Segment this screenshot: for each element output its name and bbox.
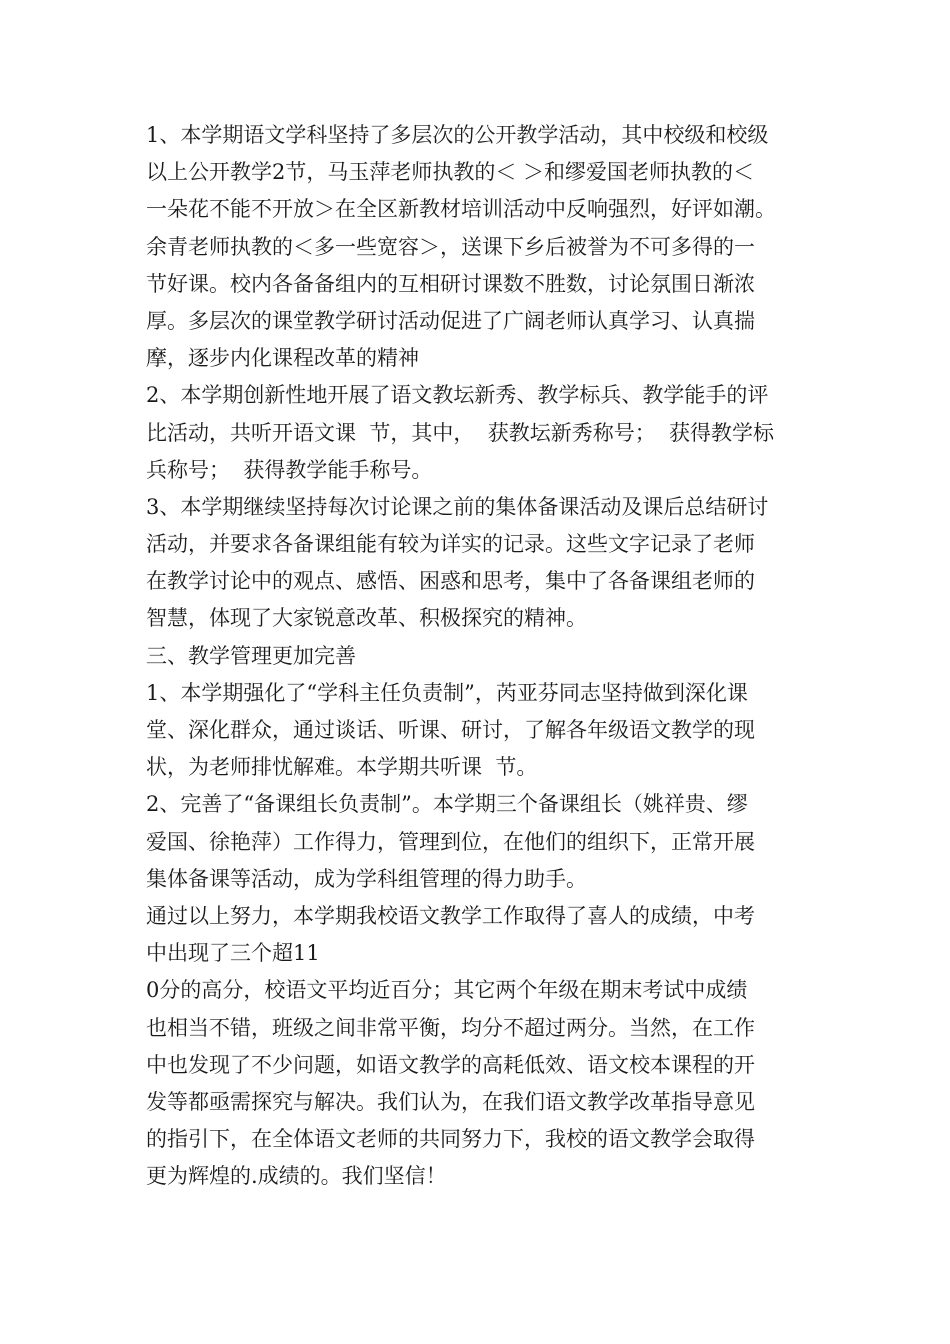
text-line: 2、完善了“备课组长负责制”。本学期三个备课组长（姚祥贵、缪 bbox=[146, 792, 748, 817]
text-line: 0分的高分，校语文平均近百分；其它两个年级在期末考试中成绩 bbox=[146, 978, 748, 1003]
text-line: 摩，逐步内化课程改革的精神 bbox=[146, 346, 419, 371]
text-line: 余青老师执教的＜多一些宽容＞，送课下乡后被誉为不可多得的一 bbox=[146, 234, 755, 259]
text-line: 以上公开教学2节，马玉萍老师执教的＜ ＞和缪爱国老师执教的＜ bbox=[146, 160, 755, 185]
text-line: 节好课。校内各备备组内的互相研讨课数不胜数，讨论氛围日渐浓 bbox=[146, 271, 755, 296]
text-line: 厚。多层次的课堂教学研讨活动促进了广阔老师认真学习、认真揣 bbox=[146, 308, 755, 333]
text-line: 智慧，体现了大家锐意改革、积极探究的精神。 bbox=[146, 606, 587, 631]
text-line: 爱国、徐艳萍）工作得力，管理到位，在他们的组织下，正常开展 bbox=[146, 829, 755, 854]
text-line: 3、本学期继续坚持每次讨论课之前的集体备课活动及课后总结研讨 bbox=[146, 494, 769, 519]
text-line: 更为辉煌的.成绩的。我们坚信！ bbox=[146, 1164, 447, 1189]
text-line: 比活动，共听开语文课 节，其中， 获教坛新秀称号； 获得教学标 bbox=[146, 420, 775, 445]
text-line: 2、本学期创新性地开展了语文教坛新秀、教学标兵、教学能手的评 bbox=[146, 383, 769, 408]
document-body bbox=[146, 117, 836, 1195]
text-line: 中也发现了不少问题，如语文教学的高耗低效、语文校本课程的开 bbox=[146, 1052, 755, 1077]
text-line: 1、本学期强化了“学科主任负责制”，芮亚芬同志坚持做到深化课 bbox=[146, 680, 748, 705]
text-line: 中出现了三个超11 bbox=[146, 941, 320, 966]
text-line: 堂、深化群众，通过谈话、听课、研讨，了解各年级语文教学的现 bbox=[146, 718, 755, 742]
text-line: 状，为老师排忧解难。本学期共听课 节。 bbox=[146, 755, 538, 780]
text-line: 发等都亟需探究与解决。我们认为，在我们语文教学改革指导意见 bbox=[146, 1089, 755, 1114]
text-line: 1、本学期语文学科坚持了多层次的公开教学活动，其中校级和校级 bbox=[146, 123, 769, 147]
text-line: 一朵花不能不开放＞在全区新教材培训活动中反响强烈，好评如潮。 bbox=[146, 197, 776, 222]
text-line: 在教学讨论中的观点、感悟、困惑和思考，集中了各备课组老师的 bbox=[146, 569, 755, 594]
text-line: 也相当不错，班级之间非常平衡，均分不超过两分。当然，在工作 bbox=[146, 1015, 755, 1040]
text-line: 兵称号； 获得教学能手称号。 bbox=[146, 457, 433, 482]
text-line: 活动，并要求各备课组能有较为详实的记录。这些文字记录了老师 bbox=[146, 532, 755, 557]
section-heading: 三、教学管理更加完善 bbox=[146, 643, 356, 668]
text-line: 通过以上努力，本学期我校语文教学工作取得了喜人的成绩，中考 bbox=[146, 903, 755, 928]
text-line: 的指引下，在全体语文老师的共同努力下，我校的语文教学会取得 bbox=[146, 1127, 755, 1152]
text-line: 集体备课等活动，成为学科组管理的得力助手。 bbox=[146, 866, 587, 891]
